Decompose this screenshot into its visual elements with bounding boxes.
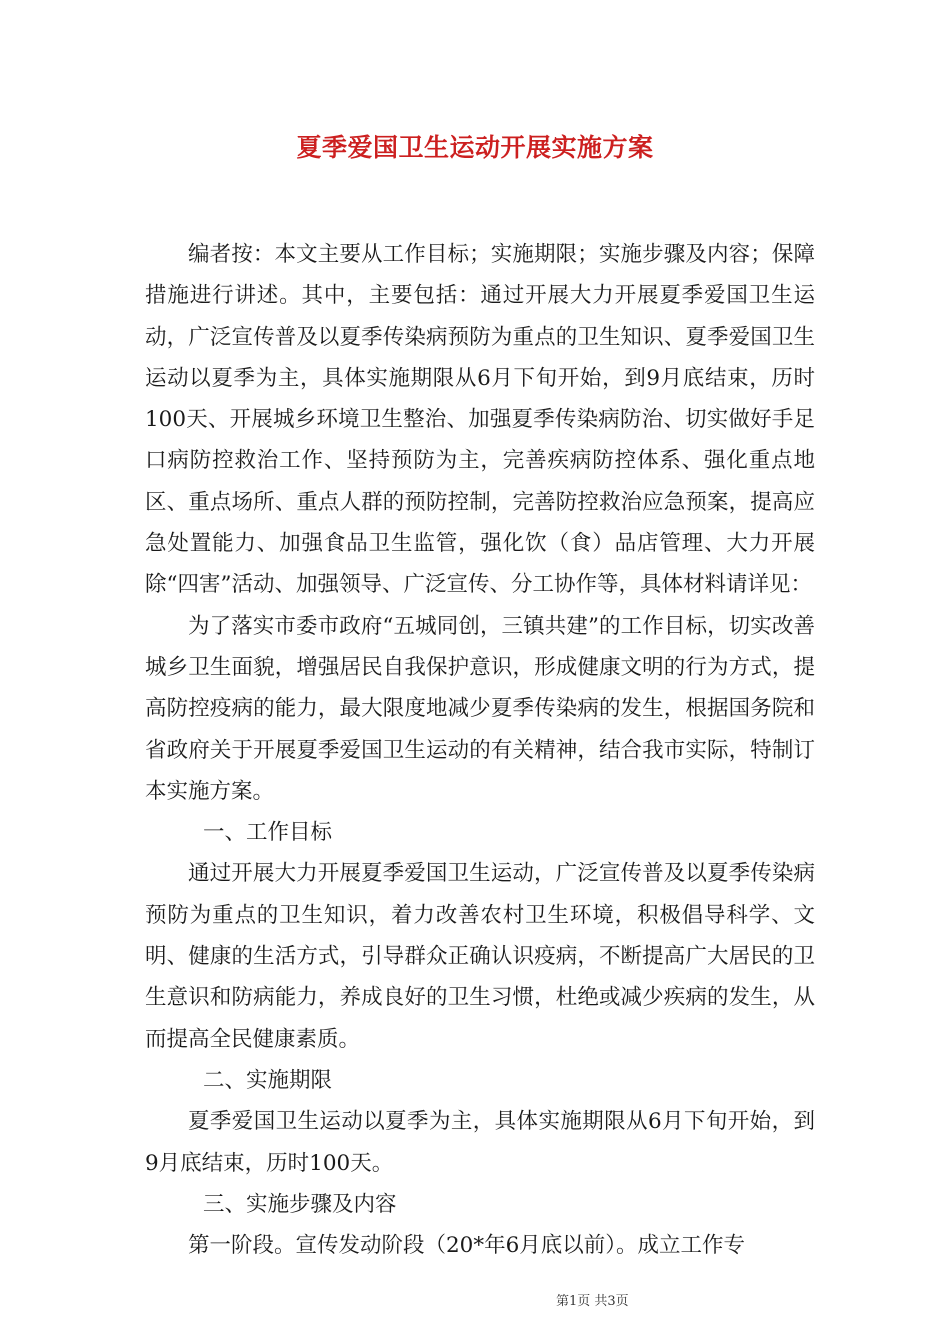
- section-heading-steps: 三、实施步骤及内容: [203, 1191, 397, 1217]
- editor-note-paragraph: 编者按：本文主要从工作目标；实施期限；实施步骤及内容；保障措施进行讲述。其中，主要包括：通过开展大力开展夏季爱国卫生运动，广泛宣传普及以夏季传染病预防为重点的卫生知识、夏季爱国卫生运动以夏季为主，具体实施期限从6月下旬开始，到9月底结束，历时100天、开展城乡环境卫生整治、加强夏季传染病防治、切实做好手足口病防控救治工作、坚持预防为主，完善疾病防控体系、强化重点地区、重点场所、重点人群的预防控制，完善防控救治应急预案，提高应急处置能力、加强食品卫生监管，强化饮（食）品店管理、大力开展除“四害”活动、加强领导、广泛宣传、分工协作等，具体材料请详见：: [145, 242, 815, 598]
- section-heading-period: 二、实施期限: [203, 1067, 333, 1093]
- period-paragraph: 夏季爱国卫生运动以夏季为主，具体实施期限从6月下旬开始，到9月底结束，历时100天。: [145, 1109, 815, 1176]
- section-heading-goals: 一、工作目标: [203, 820, 333, 846]
- page-number-footer: 第1页 共3页: [556, 1294, 629, 1309]
- intro-paragraph: 为了落实市委市政府“五城同创，三镇共建”的工作目标，切实改善城乡卫生面貌，增强居民自我保护意识，形成健康文明的行为方式，提高防控疫病的能力，最大限度地减少夏季传染病的发生，根据国务院和省政府关于开展夏季爱国卫生运动的有关精神，结合我市实际，特制订本实施方案。: [145, 613, 815, 804]
- steps-paragraph: 第一阶段。宣传发动阶段（20*年6月底以前）。成立工作专: [188, 1233, 746, 1259]
- document-body: [145, 234, 815, 1266]
- goals-paragraph: 通过开展大力开展夏季爱国卫生运动，广泛宣传普及以夏季传染病预防为重点的卫生知识，着力改善农村卫生环境，积极倡导科学、文明、健康的生活方式，引导群众正确认识疫病，不断提高广大居民的卫生意识和防病能力，养成良好的卫生习惯，杜绝或减少疾病的发生，从而提高全民健康素质。: [145, 861, 815, 1052]
- document-title: 夏季爱国卫生运动开展实施方案: [296, 133, 654, 162]
